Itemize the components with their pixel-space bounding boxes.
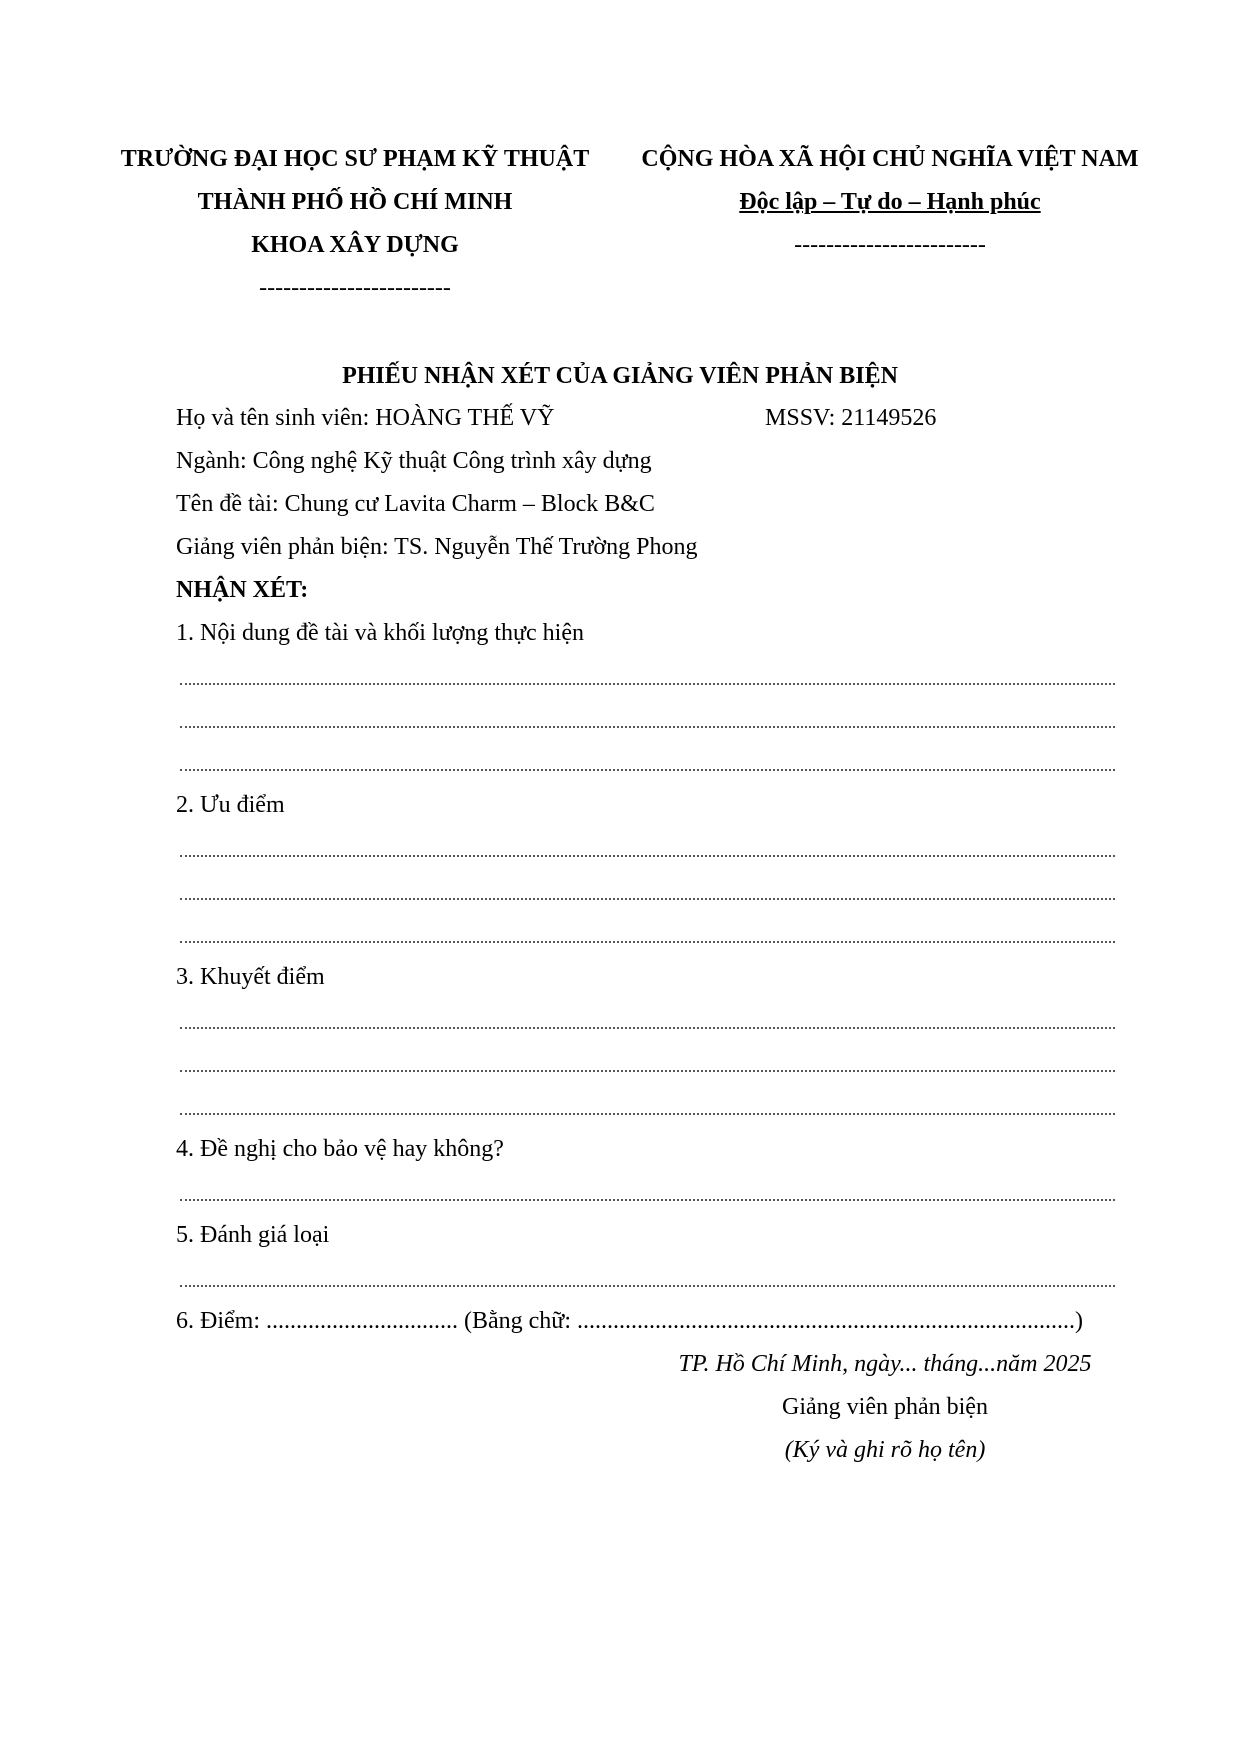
score-close-paren: ) — [1074, 1308, 1083, 1334]
thesis-topic: Tên đề tài: Chung cư Lavita Charm – Block B&C — [176, 491, 655, 517]
reviewer-name: Giảng viên phản biện: TS. Nguyễn Thế Trường Phong — [176, 534, 698, 560]
student-id: MSSV: 21149526 — [765, 405, 937, 431]
section-rating-label: 5. Đánh giá loại — [176, 1222, 330, 1248]
section-rating-line[interactable] — [180, 1285, 1115, 1287]
section-strengths-line-1[interactable] — [180, 855, 1115, 857]
section-weaknesses-line-1[interactable] — [180, 1027, 1115, 1029]
score-field[interactable]: ................................ — [266, 1308, 458, 1334]
section-defense-label: 4. Đề nghị cho bảo vệ hay không? — [176, 1136, 504, 1162]
signature-note: (Ký và ghi rõ họ tên) — [784, 1437, 986, 1463]
left-header-rule: ------------------------ — [259, 275, 451, 301]
score-label: 6. Điểm: — [176, 1308, 260, 1334]
motto: Độc lập – Tự do – Hạnh phúc — [739, 189, 1041, 215]
country-name: CỘNG HÒA XÃ HỘI CHỦ NGHĨA VIỆT NAM — [641, 146, 1139, 172]
score-words-field[interactable]: ................................................................................... — [576, 1308, 1075, 1334]
section-content-line-2[interactable] — [180, 726, 1115, 728]
section-weaknesses-line-2[interactable] — [180, 1070, 1115, 1072]
section-strengths-label: 2. Ưu điểm — [176, 792, 285, 818]
city-name: THÀNH PHỐ HỒ CHÍ MINH — [197, 189, 513, 215]
right-header-rule: ------------------------ — [794, 232, 986, 258]
section-strengths-line-3[interactable] — [180, 941, 1115, 943]
score-row — [176, 1308, 1083, 1335]
section-content-label: 1. Nội dung đề tài và khối lượng thực hiện — [176, 620, 584, 646]
comments-heading: NHẬN XÉT: — [176, 577, 309, 603]
section-content-line-3[interactable] — [180, 769, 1115, 771]
section-weaknesses-label: 3. Khuyết điểm — [176, 964, 325, 990]
university-name: TRƯỜNG ĐẠI HỌC SƯ PHẠM KỸ THUẬT — [120, 146, 590, 172]
section-weaknesses-line-3[interactable] — [180, 1113, 1115, 1115]
section-strengths-line-2[interactable] — [180, 898, 1115, 900]
place-date: TP. Hồ Chí Minh, ngày... tháng...năm 2025 — [678, 1351, 1092, 1377]
student-name: Họ và tên sinh viên: HOÀNG THẾ VỸ — [176, 405, 555, 431]
section-defense-line[interactable] — [180, 1199, 1115, 1201]
major: Ngành: Công nghệ Kỹ thuật Công trình xây dựng — [176, 448, 652, 474]
section-content-line-1[interactable] — [180, 683, 1115, 685]
score-words-label: (Bằng chữ: — [464, 1308, 571, 1334]
faculty-name: KHOA XÂY DỰNG — [251, 232, 459, 258]
form-title: PHIẾU NHẬN XÉT CỦA GIẢNG VIÊN PHẢN BIỆN — [342, 363, 898, 389]
signer-role: Giảng viên phản biện — [782, 1394, 988, 1420]
